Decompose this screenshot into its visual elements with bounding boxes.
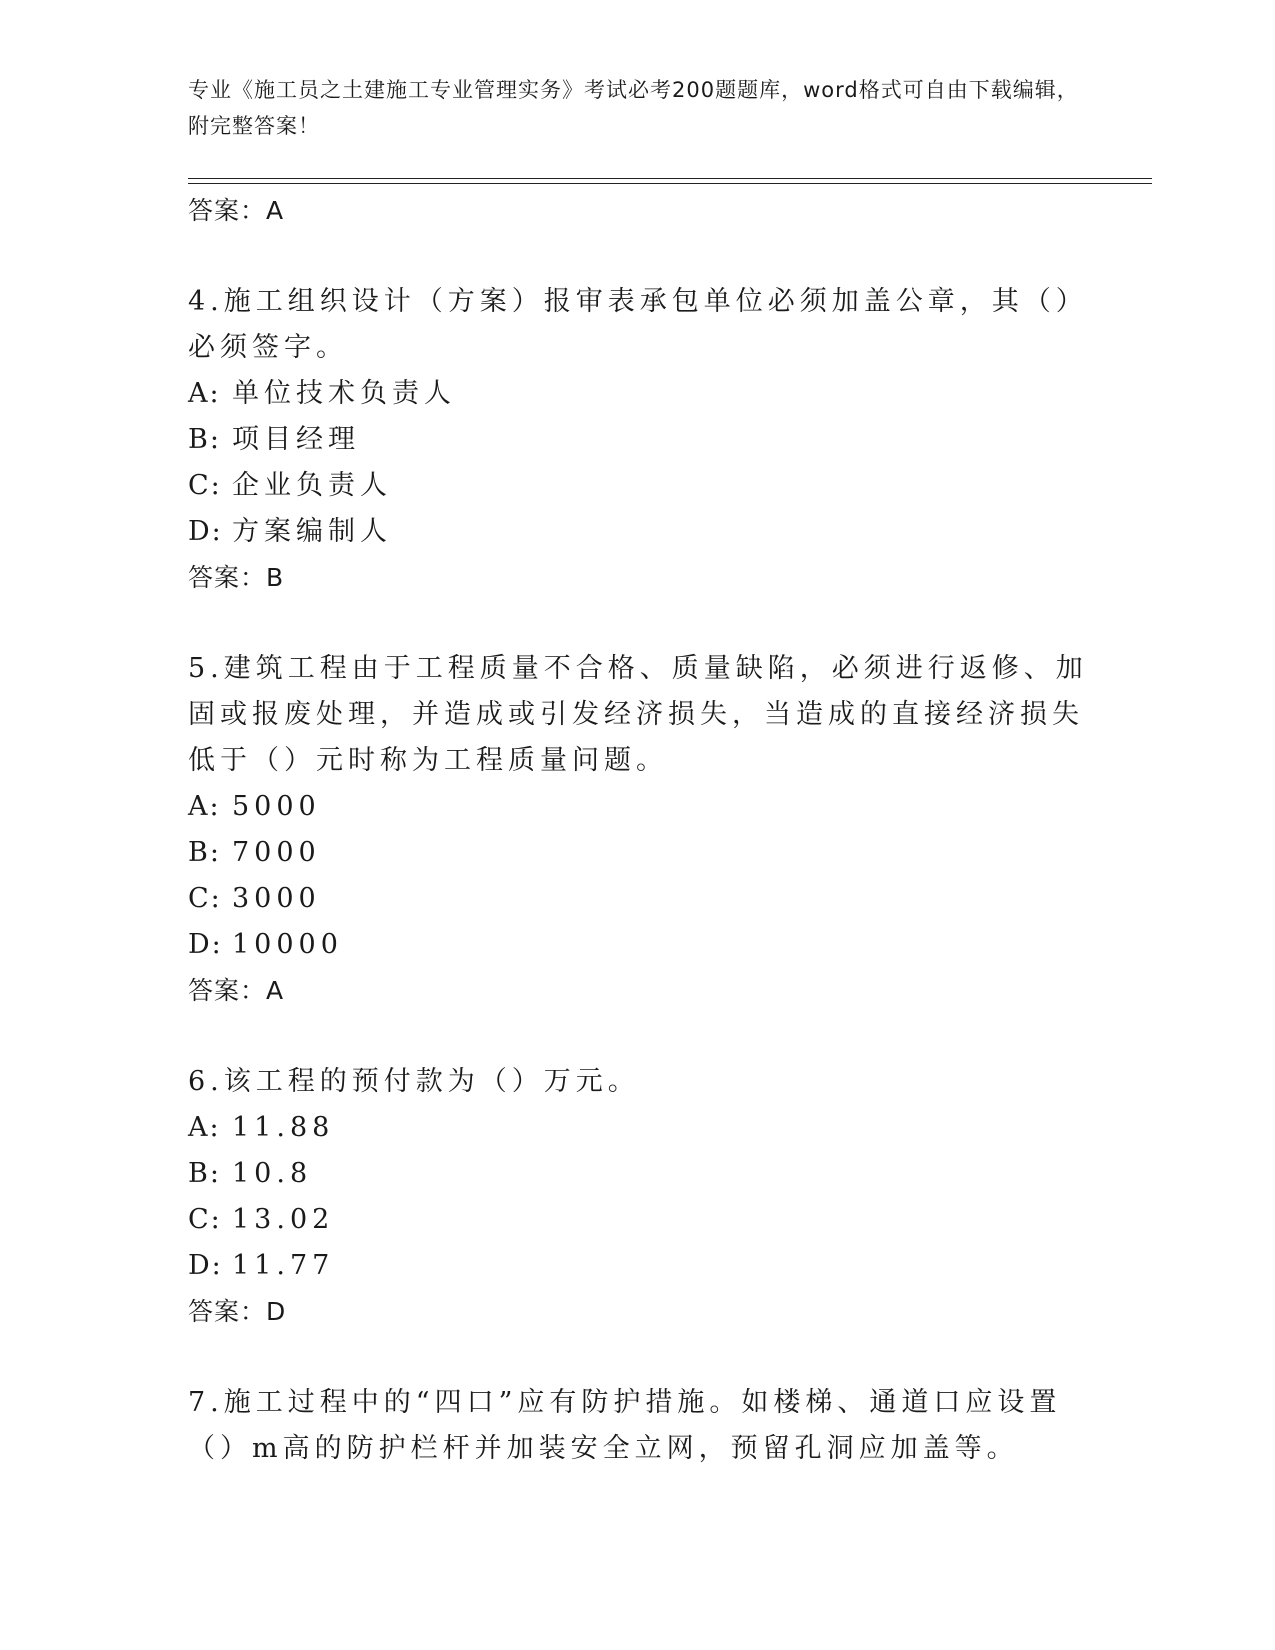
option-value: 11.77	[232, 1250, 335, 1281]
option-a	[188, 1105, 1088, 1151]
option-d	[188, 922, 1088, 968]
option-c	[188, 876, 1088, 922]
option-d	[188, 509, 1088, 555]
question-item	[188, 279, 1088, 601]
answer-line: 答案：A	[188, 976, 285, 1005]
answer-line: 答案：D	[188, 1297, 287, 1326]
header-divider-bottom	[188, 183, 1152, 184]
option-value: 10000	[232, 929, 343, 960]
option-value: 企业负责人	[232, 470, 392, 501]
document-header: 专业《施工员之土建施工专业管理实务》考试必考200题题库，word格式可自由下载编辑，附完整答案！	[188, 78, 1079, 138]
option-label: A:	[188, 791, 221, 822]
header-divider-top	[188, 178, 1152, 179]
answer-line: 答案：A	[188, 196, 285, 225]
option-b	[188, 417, 1088, 463]
question-text: 7.施工过程中的“四口”应有防护措施。如楼梯、通道口应设置（）m高的防护栏杆并加装安全立网，预留孔洞应加盖等。	[188, 1387, 1062, 1464]
option-label: C:	[188, 470, 222, 501]
option-value: 单位技术负责人	[232, 378, 456, 409]
question-list	[188, 188, 1088, 1472]
option-value: 7000	[232, 837, 321, 868]
option-label: B:	[188, 1158, 221, 1189]
option-label: C:	[188, 883, 222, 914]
option-label: A:	[188, 1112, 221, 1143]
question-text: 6.该工程的预付款为（）万元。	[188, 1066, 640, 1097]
option-label: B:	[188, 424, 221, 455]
option-b	[188, 1151, 1088, 1197]
option-label: A:	[188, 378, 221, 409]
option-c	[188, 1197, 1088, 1243]
option-value: 项目经理	[232, 424, 360, 455]
option-value: 11.88	[232, 1112, 335, 1143]
option-label: D:	[188, 516, 223, 547]
option-label: D:	[188, 1250, 223, 1281]
option-label: C:	[188, 1204, 222, 1235]
option-value: 3000	[232, 883, 321, 914]
answer-line: 答案：B	[188, 563, 285, 592]
option-label: B:	[188, 837, 221, 868]
question-item	[188, 1380, 1088, 1472]
option-value: 13.02	[232, 1204, 335, 1235]
option-value: 方案编制人	[232, 516, 392, 547]
option-label: D:	[188, 929, 223, 960]
question-text: 4.施工组织设计（方案）报审表承包单位必须加盖公章，其（）必须签字。	[188, 286, 1088, 363]
option-c	[188, 463, 1088, 509]
option-value: 5000	[232, 791, 321, 822]
question-text: 5.建筑工程由于工程质量不合格、质量缺陷，必须进行返修、加固或报废处理，并造成或引发经济损失，当造成的直接经济损失低于（）元时称为工程质量问题。	[188, 653, 1088, 776]
option-a	[188, 784, 1088, 830]
option-b	[188, 830, 1088, 876]
question-item	[188, 646, 1088, 1014]
option-d	[188, 1243, 1088, 1289]
option-value: 10.8	[232, 1158, 313, 1189]
option-a	[188, 371, 1088, 417]
question-item	[188, 1059, 1088, 1335]
